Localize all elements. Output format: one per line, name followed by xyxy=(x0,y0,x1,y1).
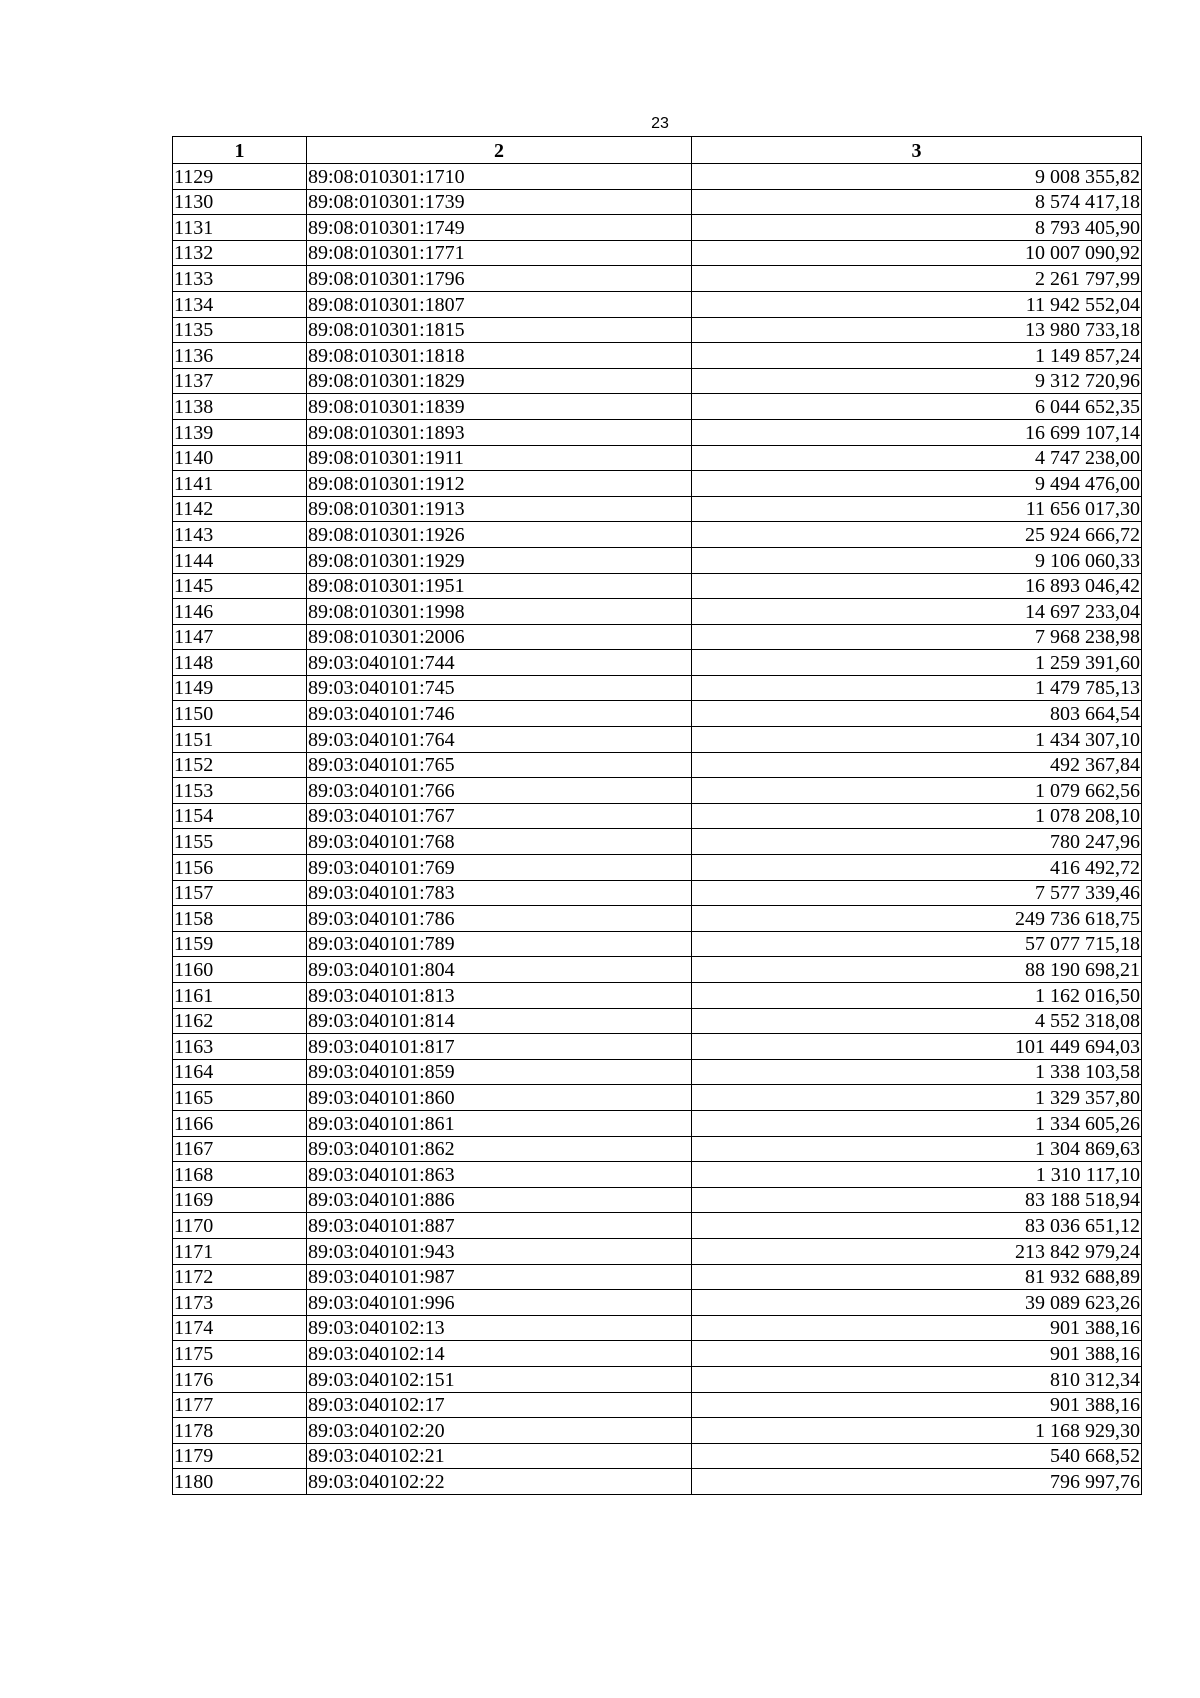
table-row xyxy=(173,701,1142,727)
row-number-cell: 1175 xyxy=(173,1341,307,1367)
table-row xyxy=(173,1085,1142,1111)
row-number-cell: 1171 xyxy=(173,1238,307,1264)
row-number-cell: 1163 xyxy=(173,1034,307,1060)
row-number-cell: 1142 xyxy=(173,496,307,522)
table-row xyxy=(173,189,1142,215)
table-body xyxy=(173,164,1142,1495)
cadastral-value-cell: 416 492,72 xyxy=(692,855,1142,881)
row-number-cell: 1167 xyxy=(173,1136,307,1162)
cadastral-number-cell: 89:03:040101:886 xyxy=(307,1187,692,1213)
cadastral-number-cell: 89:03:040101:764 xyxy=(307,727,692,753)
table-row xyxy=(173,343,1142,369)
row-number-cell: 1178 xyxy=(173,1418,307,1444)
table-row xyxy=(173,547,1142,573)
cadastral-value-cell: 1 338 103,58 xyxy=(692,1059,1142,1085)
table-row xyxy=(173,752,1142,778)
cadastral-value-cell: 83 188 518,94 xyxy=(692,1187,1142,1213)
cadastral-number-cell: 89:03:040101:745 xyxy=(307,675,692,701)
cadastral-value-cell: 83 036 651,12 xyxy=(692,1213,1142,1239)
row-number-cell: 1148 xyxy=(173,650,307,676)
cadastral-value-cell: 1 162 016,50 xyxy=(692,983,1142,1009)
row-number-cell: 1151 xyxy=(173,727,307,753)
table-row xyxy=(173,1341,1142,1367)
table-row xyxy=(173,240,1142,266)
table-row xyxy=(173,1290,1142,1316)
table-row xyxy=(173,880,1142,906)
cadastral-value-cell: 11 942 552,04 xyxy=(692,291,1142,317)
table-row xyxy=(173,291,1142,317)
cadastral-number-cell: 89:03:040101:769 xyxy=(307,855,692,881)
cadastral-value-cell: 540 668,52 xyxy=(692,1443,1142,1469)
column-header-1: 1 xyxy=(173,137,307,164)
table-row xyxy=(173,650,1142,676)
table-row xyxy=(173,1213,1142,1239)
cadastral-number-cell: 89:03:040101:783 xyxy=(307,880,692,906)
row-number-cell: 1136 xyxy=(173,343,307,369)
row-number-cell: 1130 xyxy=(173,189,307,215)
cadastral-number-cell: 89:03:040102:21 xyxy=(307,1443,692,1469)
cadastral-value-cell: 1 149 857,24 xyxy=(692,343,1142,369)
cadastral-number-cell: 89:08:010301:1912 xyxy=(307,471,692,497)
cadastral-value-cell: 7 577 339,46 xyxy=(692,880,1142,906)
cadastral-number-cell: 89:08:010301:1929 xyxy=(307,547,692,573)
row-number-cell: 1176 xyxy=(173,1366,307,1392)
table-row xyxy=(173,445,1142,471)
cadastral-number-cell: 89:08:010301:1739 xyxy=(307,189,692,215)
cadastral-number-cell: 89:03:040101:859 xyxy=(307,1059,692,1085)
table-row xyxy=(173,1315,1142,1341)
table-row xyxy=(173,1008,1142,1034)
cadastral-number-cell: 89:03:040102:151 xyxy=(307,1366,692,1392)
table-row xyxy=(173,394,1142,420)
table-row xyxy=(173,496,1142,522)
cadastral-value-cell: 1 434 307,10 xyxy=(692,727,1142,753)
row-number-cell: 1162 xyxy=(173,1008,307,1034)
cadastral-value-cell: 1 259 391,60 xyxy=(692,650,1142,676)
table-row xyxy=(173,1059,1142,1085)
row-number-cell: 1154 xyxy=(173,803,307,829)
table-row xyxy=(173,522,1142,548)
table-row xyxy=(173,778,1142,804)
row-number-cell: 1164 xyxy=(173,1059,307,1085)
cadastral-number-cell: 89:03:040101:817 xyxy=(307,1034,692,1060)
row-number-cell: 1160 xyxy=(173,957,307,983)
table-row xyxy=(173,855,1142,881)
cadastral-number-cell: 89:08:010301:1796 xyxy=(307,266,692,292)
cadastral-value-cell: 1 079 662,56 xyxy=(692,778,1142,804)
cadastral-value-cell: 9 008 355,82 xyxy=(692,164,1142,190)
cadastral-value-cell: 88 190 698,21 xyxy=(692,957,1142,983)
table-row xyxy=(173,599,1142,625)
cadastral-value-cell: 780 247,96 xyxy=(692,829,1142,855)
cadastral-number-cell: 89:03:040101:746 xyxy=(307,701,692,727)
table-row xyxy=(173,266,1142,292)
cadastral-value-cell: 213 842 979,24 xyxy=(692,1238,1142,1264)
cadastral-value-cell: 39 089 623,26 xyxy=(692,1290,1142,1316)
row-number-cell: 1149 xyxy=(173,675,307,701)
row-number-cell: 1134 xyxy=(173,291,307,317)
cadastral-value-cell: 810 312,34 xyxy=(692,1366,1142,1392)
row-number-cell: 1146 xyxy=(173,599,307,625)
table-row xyxy=(173,624,1142,650)
cadastral-value-cell: 1 310 117,10 xyxy=(692,1162,1142,1188)
row-number-cell: 1132 xyxy=(173,240,307,266)
cadastral-number-cell: 89:03:040101:887 xyxy=(307,1213,692,1239)
row-number-cell: 1158 xyxy=(173,906,307,932)
row-number-cell: 1143 xyxy=(173,522,307,548)
row-number-cell: 1174 xyxy=(173,1315,307,1341)
header-row xyxy=(173,137,1142,164)
table-row xyxy=(173,931,1142,957)
table-row xyxy=(173,829,1142,855)
table-row xyxy=(173,1238,1142,1264)
row-number-cell: 1144 xyxy=(173,547,307,573)
row-number-cell: 1180 xyxy=(173,1469,307,1495)
cadastral-value-cell: 4 747 238,00 xyxy=(692,445,1142,471)
cadastral-value-cell: 1 304 869,63 xyxy=(692,1136,1142,1162)
cadastral-number-cell: 89:08:010301:1749 xyxy=(307,215,692,241)
row-number-cell: 1169 xyxy=(173,1187,307,1213)
cadastral-value-cell: 1 329 357,80 xyxy=(692,1085,1142,1111)
row-number-cell: 1153 xyxy=(173,778,307,804)
cadastral-value-cell: 492 367,84 xyxy=(692,752,1142,778)
table-row xyxy=(173,164,1142,190)
table-row xyxy=(173,1443,1142,1469)
row-number-cell: 1161 xyxy=(173,983,307,1009)
row-number-cell: 1139 xyxy=(173,419,307,445)
table-row xyxy=(173,419,1142,445)
cadastral-value-cell: 13 980 733,18 xyxy=(692,317,1142,343)
cadastral-number-cell: 89:08:010301:1710 xyxy=(307,164,692,190)
table-row xyxy=(173,215,1142,241)
cadastral-number-cell: 89:03:040101:766 xyxy=(307,778,692,804)
cadastral-value-cell: 8 574 417,18 xyxy=(692,189,1142,215)
cadastral-value-cell: 1 168 929,30 xyxy=(692,1418,1142,1444)
cadastral-value-cell: 14 697 233,04 xyxy=(692,599,1142,625)
cadastral-number-cell: 89:03:040101:987 xyxy=(307,1264,692,1290)
row-number-cell: 1156 xyxy=(173,855,307,881)
column-header-3: 3 xyxy=(692,137,1142,164)
table-row xyxy=(173,1034,1142,1060)
cadastral-number-cell: 89:03:040102:17 xyxy=(307,1392,692,1418)
cadastral-number-cell: 89:08:010301:1829 xyxy=(307,368,692,394)
cadastral-value-cell: 9 494 476,00 xyxy=(692,471,1142,497)
table-row xyxy=(173,1469,1142,1495)
table-row xyxy=(173,368,1142,394)
table-row xyxy=(173,983,1142,1009)
row-number-cell: 1133 xyxy=(173,266,307,292)
row-number-cell: 1155 xyxy=(173,829,307,855)
cadastral-number-cell: 89:03:040101:862 xyxy=(307,1136,692,1162)
table-header xyxy=(173,137,1142,164)
cadastral-number-cell: 89:08:010301:1818 xyxy=(307,343,692,369)
cadastral-value-cell: 901 388,16 xyxy=(692,1341,1142,1367)
table-row xyxy=(173,1264,1142,1290)
row-number-cell: 1152 xyxy=(173,752,307,778)
table-row xyxy=(173,1110,1142,1136)
cadastral-number-cell: 89:03:040101:786 xyxy=(307,906,692,932)
cadastral-value-cell: 81 932 688,89 xyxy=(692,1264,1142,1290)
cadastral-number-cell: 89:08:010301:1951 xyxy=(307,573,692,599)
cadastral-number-cell: 89:03:040101:804 xyxy=(307,957,692,983)
row-number-cell: 1177 xyxy=(173,1392,307,1418)
cadastral-value-cell: 803 664,54 xyxy=(692,701,1142,727)
cadastral-value-cell: 901 388,16 xyxy=(692,1392,1142,1418)
cadastral-value-cell: 796 997,76 xyxy=(692,1469,1142,1495)
row-number-cell: 1159 xyxy=(173,931,307,957)
table-row xyxy=(173,727,1142,753)
cadastral-number-cell: 89:08:010301:1807 xyxy=(307,291,692,317)
row-number-cell: 1129 xyxy=(173,164,307,190)
cadastral-number-cell: 89:03:040101:860 xyxy=(307,1085,692,1111)
cadastral-value-cell: 1 479 785,13 xyxy=(692,675,1142,701)
cadastral-value-cell: 25 924 666,72 xyxy=(692,522,1142,548)
table-row xyxy=(173,957,1142,983)
table-row xyxy=(173,1366,1142,1392)
cadastral-number-cell: 89:08:010301:1913 xyxy=(307,496,692,522)
row-number-cell: 1168 xyxy=(173,1162,307,1188)
table-row xyxy=(173,906,1142,932)
cadastral-value-cell: 4 552 318,08 xyxy=(692,1008,1142,1034)
cadastral-value-cell: 2 261 797,99 xyxy=(692,266,1142,292)
cadastral-number-cell: 89:03:040101:744 xyxy=(307,650,692,676)
row-number-cell: 1137 xyxy=(173,368,307,394)
column-header-2: 2 xyxy=(307,137,692,164)
table-row xyxy=(173,1418,1142,1444)
table-row xyxy=(173,803,1142,829)
cadastral-number-cell: 89:03:040101:863 xyxy=(307,1162,692,1188)
row-number-cell: 1141 xyxy=(173,471,307,497)
cadastral-number-cell: 89:03:040101:767 xyxy=(307,803,692,829)
table-row xyxy=(173,317,1142,343)
cadastral-value-cell: 6 044 652,35 xyxy=(692,394,1142,420)
page-number: 23 xyxy=(651,115,669,132)
cadastral-number-cell: 89:08:010301:2006 xyxy=(307,624,692,650)
cadastral-value-cell: 9 106 060,33 xyxy=(692,547,1142,573)
cadastral-value-table xyxy=(172,136,1142,1495)
cadastral-value-cell: 101 449 694,03 xyxy=(692,1034,1142,1060)
table-row xyxy=(173,675,1142,701)
row-number-cell: 1157 xyxy=(173,880,307,906)
table-row xyxy=(173,1392,1142,1418)
cadastral-number-cell: 89:03:040101:943 xyxy=(307,1238,692,1264)
cadastral-number-cell: 89:03:040102:20 xyxy=(307,1418,692,1444)
row-number-cell: 1138 xyxy=(173,394,307,420)
row-number-cell: 1166 xyxy=(173,1110,307,1136)
cadastral-number-cell: 89:03:040101:814 xyxy=(307,1008,692,1034)
cadastral-number-cell: 89:08:010301:1839 xyxy=(307,394,692,420)
cadastral-value-cell: 7 968 238,98 xyxy=(692,624,1142,650)
cadastral-number-cell: 89:03:040101:813 xyxy=(307,983,692,1009)
cadastral-value-cell: 1 078 208,10 xyxy=(692,803,1142,829)
cadastral-number-cell: 89:03:040102:14 xyxy=(307,1341,692,1367)
cadastral-number-cell: 89:03:040102:22 xyxy=(307,1469,692,1495)
row-number-cell: 1135 xyxy=(173,317,307,343)
table-row xyxy=(173,1162,1142,1188)
row-number-cell: 1165 xyxy=(173,1085,307,1111)
cadastral-value-cell: 16 699 107,14 xyxy=(692,419,1142,445)
cadastral-number-cell: 89:08:010301:1926 xyxy=(307,522,692,548)
row-number-cell: 1179 xyxy=(173,1443,307,1469)
row-number-cell: 1173 xyxy=(173,1290,307,1316)
cadastral-number-cell: 89:03:040101:789 xyxy=(307,931,692,957)
row-number-cell: 1131 xyxy=(173,215,307,241)
cadastral-value-cell: 11 656 017,30 xyxy=(692,496,1142,522)
cadastral-number-cell: 89:08:010301:1998 xyxy=(307,599,692,625)
cadastral-number-cell: 89:08:010301:1815 xyxy=(307,317,692,343)
row-number-cell: 1172 xyxy=(173,1264,307,1290)
row-number-cell: 1145 xyxy=(173,573,307,599)
table-row xyxy=(173,573,1142,599)
cadastral-number-cell: 89:08:010301:1911 xyxy=(307,445,692,471)
row-number-cell: 1147 xyxy=(173,624,307,650)
cadastral-value-cell: 249 736 618,75 xyxy=(692,906,1142,932)
cadastral-number-cell: 89:03:040101:768 xyxy=(307,829,692,855)
cadastral-value-cell: 57 077 715,18 xyxy=(692,931,1142,957)
cadastral-number-cell: 89:08:010301:1771 xyxy=(307,240,692,266)
cadastral-number-cell: 89:03:040102:13 xyxy=(307,1315,692,1341)
row-number-cell: 1140 xyxy=(173,445,307,471)
cadastral-value-cell: 16 893 046,42 xyxy=(692,573,1142,599)
cadastral-value-cell: 8 793 405,90 xyxy=(692,215,1142,241)
table-row xyxy=(173,471,1142,497)
cadastral-number-cell: 89:08:010301:1893 xyxy=(307,419,692,445)
cadastral-value-cell: 901 388,16 xyxy=(692,1315,1142,1341)
row-number-cell: 1170 xyxy=(173,1213,307,1239)
cadastral-number-cell: 89:03:040101:996 xyxy=(307,1290,692,1316)
table-row xyxy=(173,1136,1142,1162)
cadastral-value-cell: 9 312 720,96 xyxy=(692,368,1142,394)
cadastral-number-cell: 89:03:040101:861 xyxy=(307,1110,692,1136)
cadastral-value-cell: 1 334 605,26 xyxy=(692,1110,1142,1136)
row-number-cell: 1150 xyxy=(173,701,307,727)
cadastral-value-cell: 10 007 090,92 xyxy=(692,240,1142,266)
table-row xyxy=(173,1187,1142,1213)
cadastral-number-cell: 89:03:040101:765 xyxy=(307,752,692,778)
